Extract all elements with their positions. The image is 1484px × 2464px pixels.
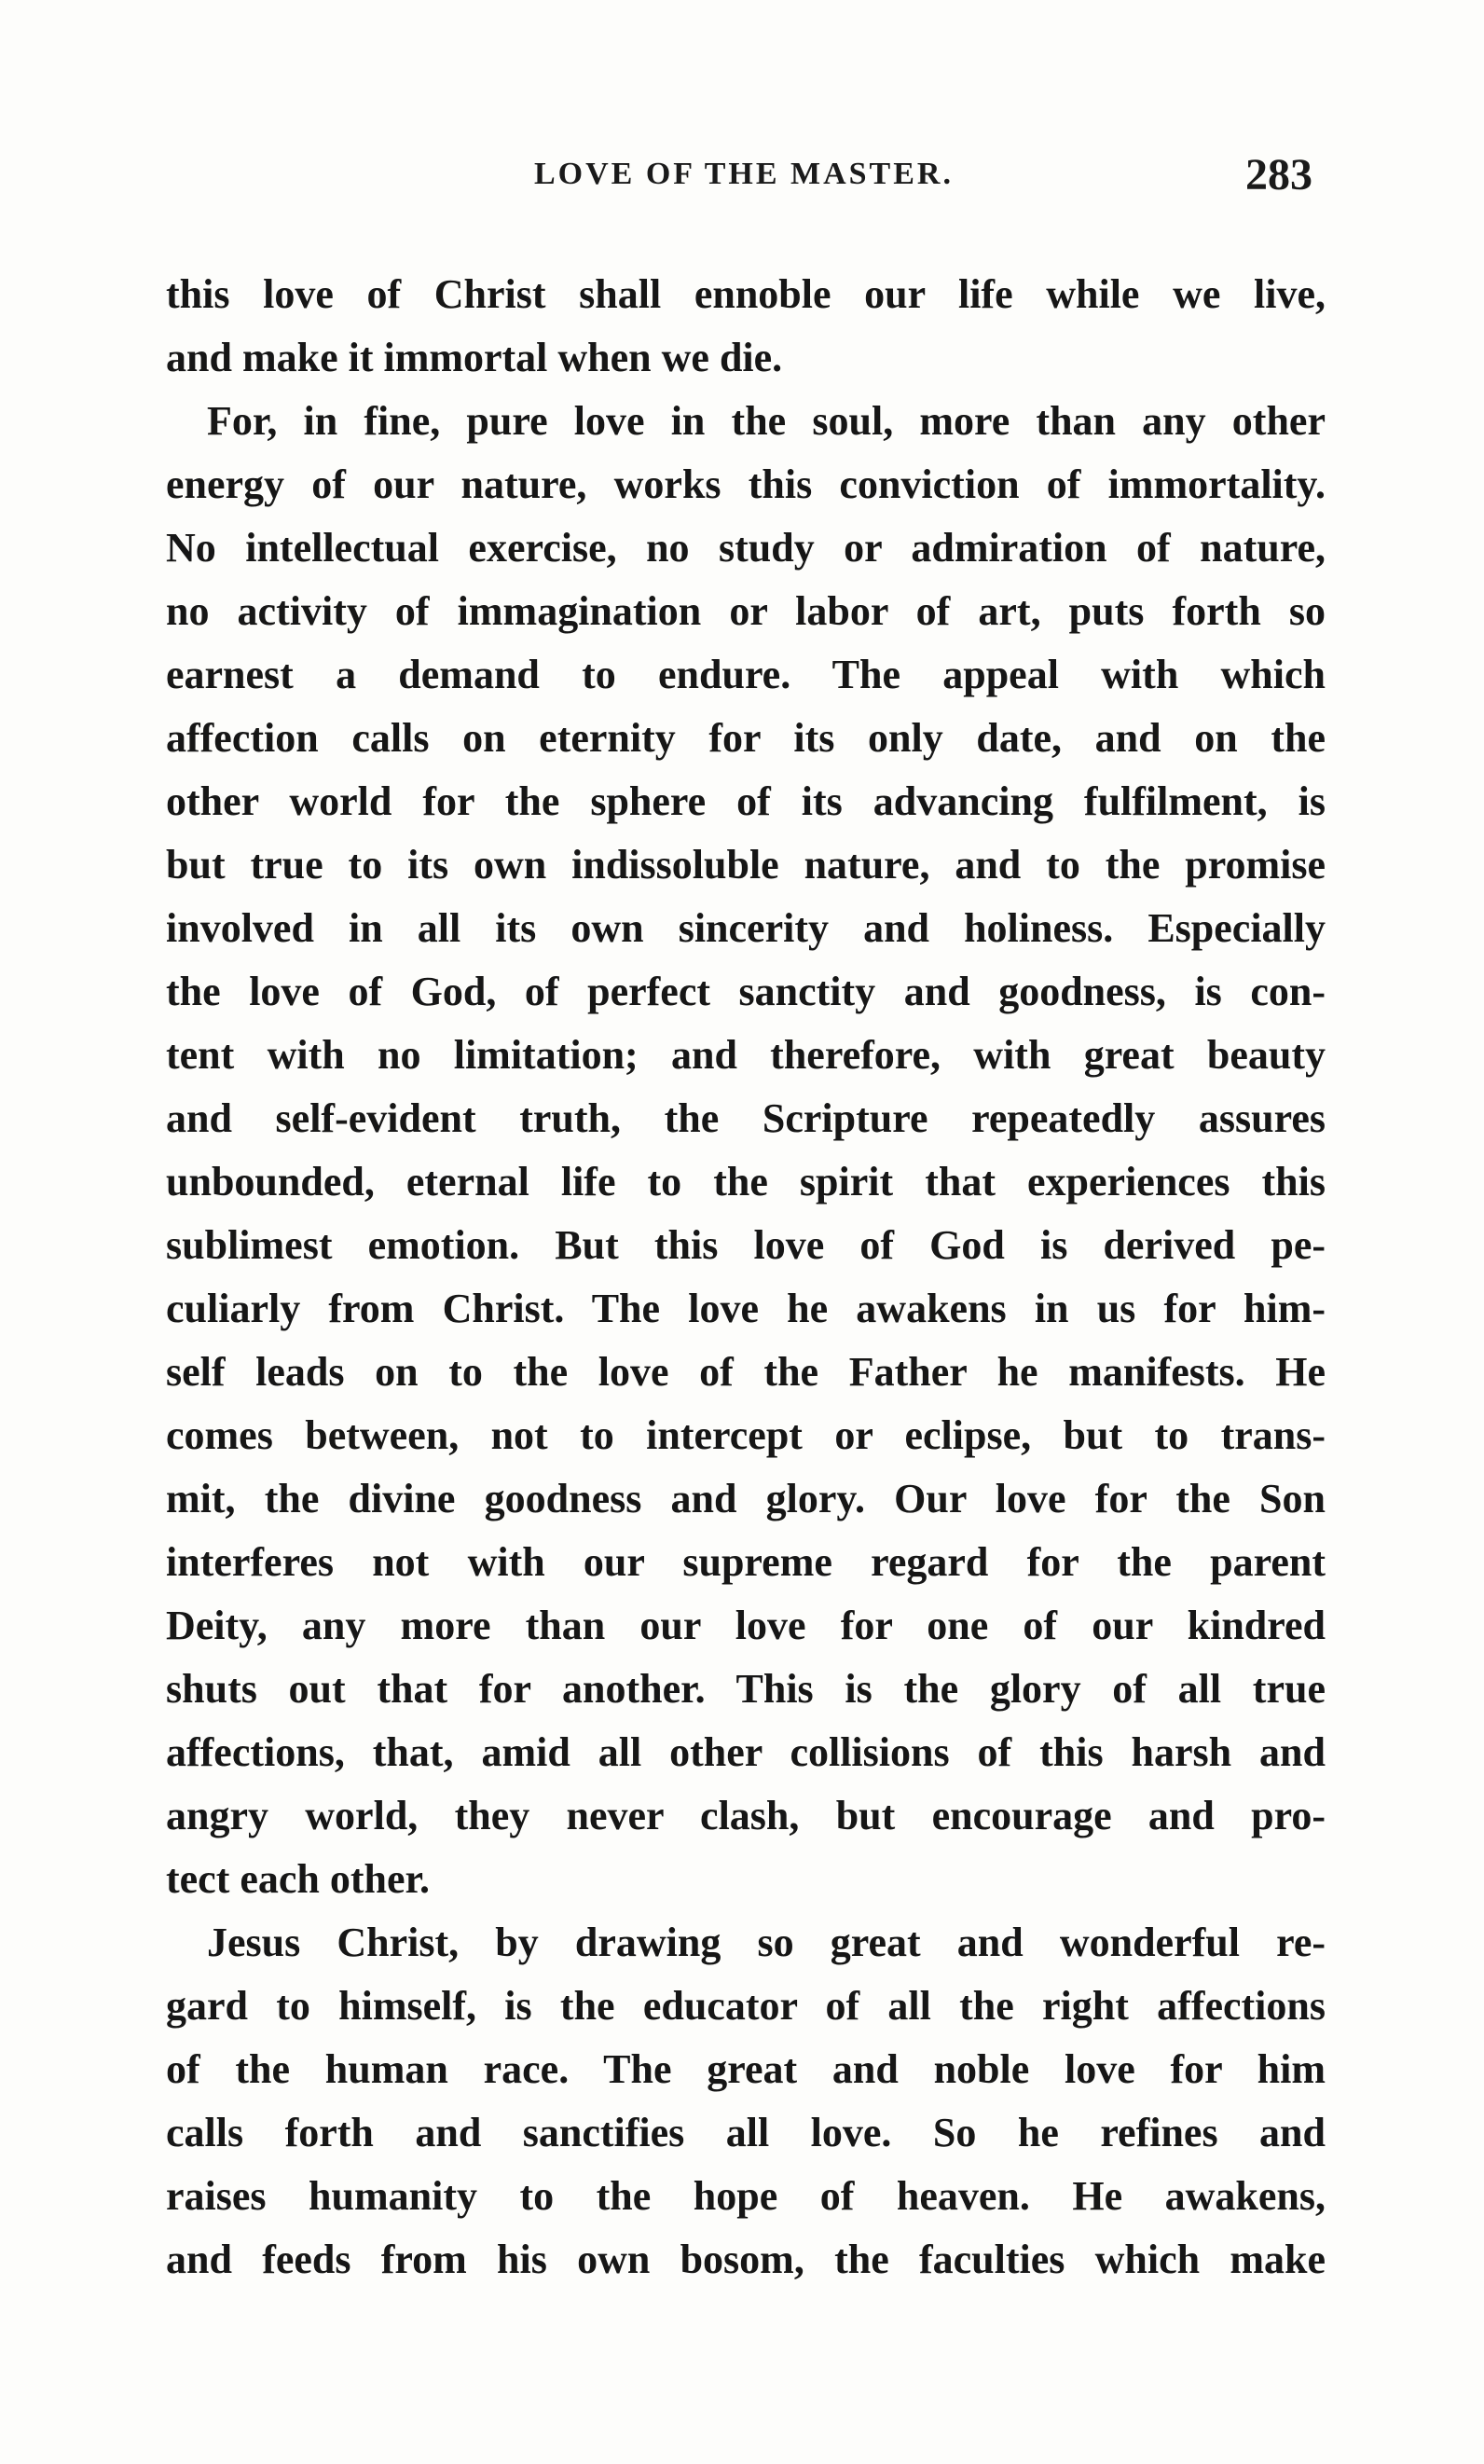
text-line: sublimest emotion. But this love of God is derived pe- [166, 1222, 1326, 1268]
text-line: gard to himself, is the educator of all the right affections [166, 1983, 1326, 2029]
page-number: 283 [1245, 150, 1312, 200]
text-line: culiarly from Christ. The love he awakens in us for him- [166, 1286, 1326, 1331]
page-header [166, 149, 1326, 205]
text-line: affection calls on eternity for its only date, and on the [166, 715, 1326, 761]
text-line: energy of our nature, works this conviction of immortality. [166, 461, 1326, 507]
text-line: raises humanity to the hope of heaven. He awakens, [166, 2173, 1326, 2219]
text-line: but true to its own indissoluble nature, and to the promise [166, 842, 1326, 888]
text-line: involved in all its own sincerity and holiness. Especially [166, 905, 1326, 951]
text-line: the love of God, of perfect sanctity and goodness, is con- [166, 969, 1326, 1014]
text-line: shuts out that for another. This is the glory of all true [166, 1666, 1326, 1712]
text-line: and self-evident truth, the Scripture repeatedly assures [166, 1095, 1326, 1141]
text-line: this love of Christ shall ennoble our life while we live, [166, 271, 1326, 317]
text-line: comes between, not to intercept or eclipse, but to trans- [166, 1412, 1326, 1458]
text-line: Deity, any more than our love for one of our kindred [166, 1603, 1326, 1648]
text-line: angry world, they never clash, but encourage and pro- [166, 1793, 1326, 1838]
text-line: No intellectual exercise, no study or admiration of nature, [166, 525, 1326, 571]
running-title: LOVE OF THE MASTER. [534, 157, 954, 191]
text-line: and make it immortal when we die. [166, 335, 783, 380]
text-line: calls forth and sanctifies all love. So he refines and [166, 2110, 1326, 2155]
text-line: no activity of immagination or labor of art, puts forth so [166, 588, 1326, 634]
text-line: For, in fine, pure love in the soul, more than any other [207, 398, 1326, 444]
text-line: Jesus Christ, by drawing so great and wonderful re- [207, 1920, 1326, 1965]
text-line: mit, the divine goodness and glory. Our love for the Son [166, 1476, 1326, 1521]
text-line: self leads on to the love of the Father he manifests. He [166, 1349, 1326, 1395]
text-line: other world for the sphere of its advancing fulfilment, is [166, 778, 1326, 824]
text-line: earnest a demand to endure. The appeal with which [166, 652, 1326, 697]
text-line: tent with no limitation; and therefore, with great beauty [166, 1032, 1326, 1078]
text-line: unbounded, eternal life to the spirit that experiences this [166, 1159, 1326, 1204]
text-line: affections, that, amid all other collisions of this harsh and [166, 1729, 1326, 1775]
text-line: of the human race. The great and noble love for him [166, 2046, 1326, 2092]
body-text [166, 263, 1326, 2292]
text-line: interferes not with our supreme regard for the parent [166, 1539, 1326, 1585]
text-line: and feeds from his own bosom, the faculties which make [166, 2237, 1326, 2282]
text-line: tect each other. [166, 1856, 431, 1902]
